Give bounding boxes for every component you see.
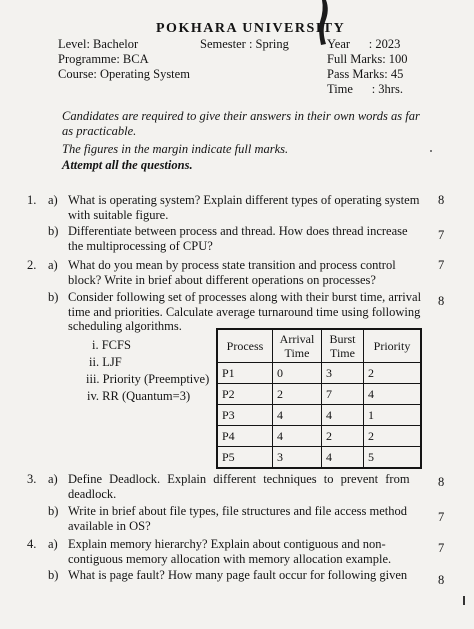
table-cell: 2 — [364, 426, 422, 447]
marks: 7 — [438, 258, 445, 272]
table-cell: 2 — [364, 363, 422, 384]
process-table — [216, 328, 422, 469]
question-text-line: Explain memory hierarchy? Explain about contiguous and non- — [68, 537, 386, 551]
table-cell: 7 — [322, 384, 364, 405]
question-text-line: scheduling algorithms. — [68, 319, 182, 333]
question-text-line: What is operating system? Explain different types of operating system — [68, 193, 420, 207]
part-label: b) — [48, 224, 59, 238]
question-text-line: What is page fault? How many page fault occur for following given — [68, 568, 408, 582]
question-number: 1. — [27, 193, 37, 207]
table-row — [217, 405, 421, 426]
table-header-cell: Burst Time — [322, 329, 364, 363]
table-cell: 1 — [364, 405, 422, 426]
table-cell: 4 — [322, 447, 364, 469]
instruction-line-1a: Candidates are required to give their answers in their own words as far — [62, 109, 420, 123]
table-row — [217, 384, 421, 405]
table-row — [217, 447, 421, 469]
table-row — [217, 363, 421, 384]
part-label: a) — [48, 193, 58, 207]
pass-marks: Pass Marks: 45 — [327, 67, 404, 81]
question-text-line: contiguous memory allocation with memory allocation example. — [68, 552, 392, 566]
year: Year : 2023 — [327, 37, 401, 51]
question-text-line: Define Deadlock. Explain different techniques to prevent from — [68, 472, 410, 486]
table-cell: 4 — [322, 405, 364, 426]
algorithm-item: iii. Priority (Preemptive) — [86, 372, 210, 386]
marks: 8 — [438, 475, 445, 489]
algorithm-item: ii. LJF — [89, 355, 122, 369]
table-row — [217, 426, 421, 447]
part-label: a) — [48, 472, 58, 486]
question-text-line: Consider following set of processes along with their burst time, arrival — [68, 290, 422, 304]
question-text-line: time and priorities. Calculate average turnaround time using following — [68, 305, 421, 319]
semester: Semester : Spring — [200, 37, 289, 51]
instruction-line-3: Attempt all the questions. — [62, 158, 193, 172]
part-label: b) — [48, 568, 59, 582]
question-text-line: Differentiate between process and thread. How does thread increase — [68, 224, 408, 238]
question-text-line: What do you mean by process state transition and process control — [68, 258, 396, 272]
question-text-line: deadlock. — [68, 487, 117, 501]
question-number: 3. — [27, 472, 37, 486]
part-label: a) — [48, 258, 58, 272]
question-number: 4. — [27, 537, 37, 551]
programme: Programme: BCA — [58, 52, 149, 66]
table-cell: 2 — [273, 384, 322, 405]
marks: 8 — [438, 193, 445, 207]
table-header-cell: Priority — [364, 329, 422, 363]
part-label: a) — [48, 537, 58, 551]
marks: 7 — [438, 228, 445, 242]
marks: 8 — [438, 294, 445, 308]
table-cell: 4 — [364, 384, 422, 405]
question-text-line: with suitable figure. — [68, 208, 169, 222]
table-header-cell: Process — [217, 329, 273, 363]
table-header-row — [217, 329, 421, 363]
table-cell: 0 — [273, 363, 322, 384]
table-cell: 2 — [322, 426, 364, 447]
full-marks: Full Marks: 100 — [327, 52, 408, 66]
algorithm-item: iv. RR (Quantum=3) — [87, 389, 191, 403]
question-text-line: available in OS? — [68, 519, 151, 533]
table-cell: P5 — [217, 447, 273, 469]
question-text-line: block? Write in brief about different operations on processes? — [68, 273, 376, 287]
algorithm-item: i. FCFS — [92, 338, 131, 352]
table-cell: P1 — [217, 363, 273, 384]
scan-mark — [463, 596, 465, 605]
table-cell: 4 — [273, 426, 322, 447]
question-text-line: Write in brief about file types, file structures and file access method — [68, 504, 407, 518]
table-cell: 3 — [273, 447, 322, 469]
instruction-line-2: The figures in the margin indicate full marks. — [62, 142, 289, 156]
part-label: b) — [48, 504, 59, 518]
table-cell: P3 — [217, 405, 273, 426]
course: Course: Operating System — [58, 67, 190, 81]
marks: 7 — [438, 541, 445, 555]
table-cell: 5 — [364, 447, 422, 469]
table-cell: 3 — [322, 363, 364, 384]
level: Level: Bachelor — [58, 37, 139, 51]
table-cell: P4 — [217, 426, 273, 447]
exam-time: Time : 3hrs. — [327, 82, 403, 96]
instruction-line-1b: as practicable. — [62, 124, 137, 138]
table-cell: 4 — [273, 405, 322, 426]
part-label: b) — [48, 290, 59, 304]
table-cell: P2 — [217, 384, 273, 405]
table-header-cell: Arrival Time — [273, 329, 322, 363]
question-text-line: the multiprocessing of CPU? — [68, 239, 213, 253]
scan-dot — [430, 150, 432, 152]
question-number: 2. — [27, 258, 37, 272]
university-name: POKHARA UNIVERSITY — [156, 21, 346, 36]
marks: 8 — [438, 573, 445, 587]
marks: 7 — [438, 510, 445, 524]
